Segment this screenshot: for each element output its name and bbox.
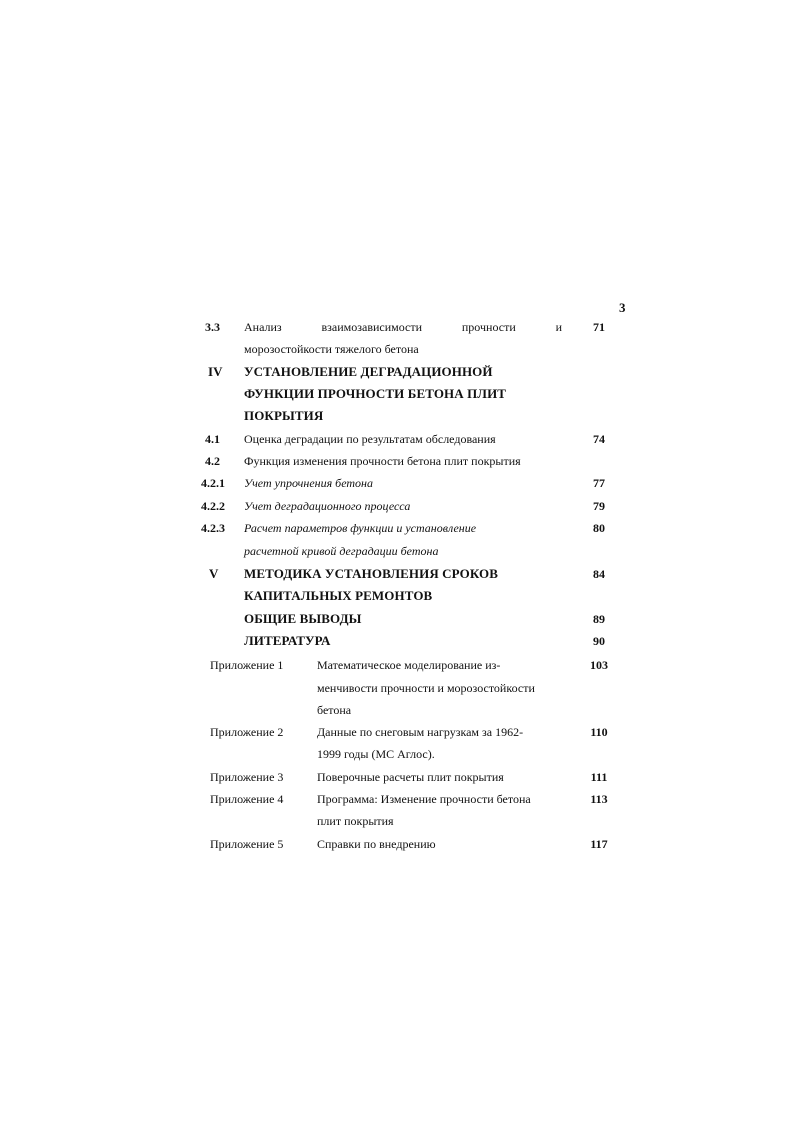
toc-page: 111 [590,770,608,784]
page-number: 3 [619,300,626,315]
appendix-label: Приложение 4 [210,792,284,806]
toc-title: ОБЩИЕ ВЫВОДЫ [244,611,362,626]
toc-page: 103 [590,658,608,672]
toc-title-word: взаимозависимости [321,320,423,334]
toc-number: V [209,566,219,581]
toc-title: Учет упрочнения бетона [244,476,374,490]
toc-number: 3.3 [205,320,220,334]
toc-page: 90 [593,634,605,648]
appendix-title: Справки по внедрению [317,837,436,851]
toc-title-word: и [555,320,562,334]
toc-number: 4.2.2 [201,499,225,513]
toc-page: 117 [590,837,608,851]
toc-title-word: прочности [461,320,516,334]
toc-page: 80 [593,521,605,535]
appendix-label: Приложение 2 [210,725,284,739]
toc-number: 4.2.1 [201,476,225,490]
appendix-title-cont: плит покрытия [317,814,394,828]
appendix-title: Математическое моделирование из- [317,658,501,672]
toc-title: Расчет параметров функции и установление [244,521,477,535]
toc-title: Учет деградационного процесса [244,499,411,513]
toc-title-cont: морозостойкости тяжелого бетона [244,342,419,356]
toc-number: 4.2.3 [201,521,225,535]
toc-title-cont: КАПИТАЛЬНЫХ РЕМОНТОВ [244,588,433,603]
toc-number: 4.2 [205,454,220,468]
toc-title-cont: ПОКРЫТИЯ [244,408,324,423]
toc-page: 77 [593,476,605,490]
toc-title-word: Анализ [244,320,282,334]
toc-title-cont: ФУНКЦИИ ПРОЧНОСТИ БЕТОНА ПЛИТ [244,386,507,401]
toc-page: 71 [593,320,605,334]
toc-page: 113 [590,792,608,806]
appendix-label: Приложение 1 [210,658,284,672]
toc-title [244,316,562,338]
toc-number: 4.1 [205,432,220,446]
appendix-title: Программа: Изменение прочности бетона [317,792,531,806]
toc-page: 74 [593,432,605,446]
toc-page: 84 [593,567,605,581]
appendix-title: Данные по снеговым нагрузкам за 1962- [317,725,524,739]
toc-title: УСТАНОВЛЕНИЕ ДЕГРАДАЦИОННОЙ [244,364,493,379]
appendix-title-cont: бетона [317,703,352,717]
toc-title: ЛИТЕРАТУРА [244,633,331,648]
toc-title-cont: расчетной кривой деградации бетона [244,544,439,558]
toc-title: МЕТОДИКА УСТАНОВЛЕНИЯ СРОКОВ [244,566,499,581]
appendix-title-cont: 1999 годы (МС Аглос). [317,747,435,761]
toc-number: IV [208,364,223,379]
appendix-title: Поверочные расчеты плит покрытия [317,770,504,784]
toc-title: Оценка деградации по результатам обследования [244,432,496,446]
appendix-label: Приложение 3 [210,770,284,784]
toc-page: 89 [593,612,605,626]
toc-title: Функция изменения прочности бетона плит покрытия [244,454,521,468]
appendix-label: Приложение 5 [210,837,284,851]
toc-page: 79 [593,499,605,513]
toc-page: 110 [590,725,608,739]
appendix-title-cont: менчивости прочности и морозостойкости [317,681,535,695]
